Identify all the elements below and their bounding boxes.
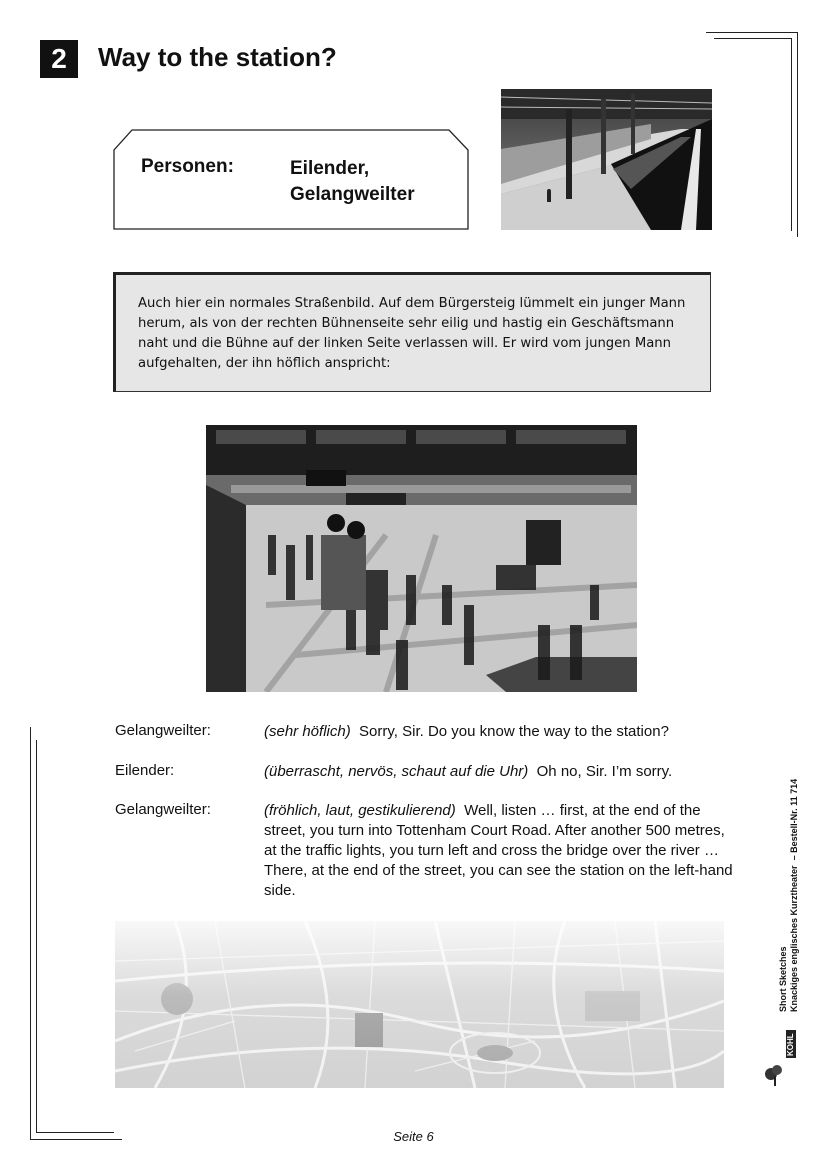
frame-line bbox=[36, 740, 37, 1132]
sidebar-subtitle: Knackiges englisches Kurztheater bbox=[789, 865, 799, 1012]
personen-names bbox=[290, 156, 415, 208]
frame-line bbox=[797, 32, 798, 237]
page-number: Seite 6 bbox=[393, 1129, 434, 1144]
frame-line bbox=[791, 38, 792, 231]
dialogue-text: Sorry, Sir. Do you know the way to the station? bbox=[359, 723, 669, 740]
publisher-logo bbox=[760, 1020, 800, 1090]
frame-line bbox=[30, 727, 31, 1139]
dialogue-speaker: Gelangweilter: bbox=[115, 722, 211, 739]
dialogue-speaker: Gelangweilter: bbox=[115, 801, 211, 818]
stage-direction: (fröhlich, laut, gestikulierend) bbox=[264, 802, 456, 819]
scene-description: Auch hier ein normales Straßenbild. Auf dem Bürgersteig lümmelt ein junger Mann herum, als von der rechten Bühnenseite sehr eilig und hastig ein Geschäftsmann naht und die Bühne auf der linken Seite verlassen will. Er wird vom jungen Mann aufgehalten, der ihn höflich anspricht: bbox=[138, 296, 686, 371]
dialogue-line bbox=[264, 762, 734, 782]
sidebar-series-title: Short Sketches bbox=[778, 946, 788, 1012]
person-name: Gelangweilter bbox=[290, 184, 415, 205]
sidebar-subtitle-row bbox=[789, 752, 800, 1012]
person-name: Eilender, bbox=[290, 158, 370, 179]
section-number: 2 bbox=[40, 40, 78, 78]
personen-label: Personen: bbox=[141, 156, 234, 177]
dialogue-speaker: Eilender: bbox=[115, 762, 175, 779]
sidebar-text bbox=[765, 752, 799, 1012]
dialogue-text: Oh no, Sir. I’m sorry. bbox=[536, 763, 673, 780]
city-map-graphic bbox=[115, 921, 724, 1088]
train-platform-photo bbox=[501, 89, 712, 230]
frame-line bbox=[714, 38, 792, 39]
dialogue-line bbox=[264, 722, 734, 742]
dialogue-line bbox=[264, 801, 734, 901]
frame-line bbox=[706, 32, 798, 33]
svg-text:KOHL: KOHL bbox=[786, 1033, 795, 1056]
stage-direction: (überrascht, nervös, schaut auf die Uhr) bbox=[264, 763, 529, 780]
sidebar-order-number: – Bestell-Nr. 11 714 bbox=[789, 778, 799, 861]
dialogue-text: Well, listen … first, at the end of the street, you turn into Tottenham Court Road. After another 500 metres, at the traffic lights, you turn left and cross the bridge over the river … There, at the end of the street, you can see the station on the left-hand side. bbox=[264, 802, 733, 899]
page-title: Way to the station? bbox=[98, 42, 337, 72]
stage-direction: (sehr höflich) bbox=[264, 723, 351, 740]
station-concourse-photo bbox=[206, 425, 637, 692]
